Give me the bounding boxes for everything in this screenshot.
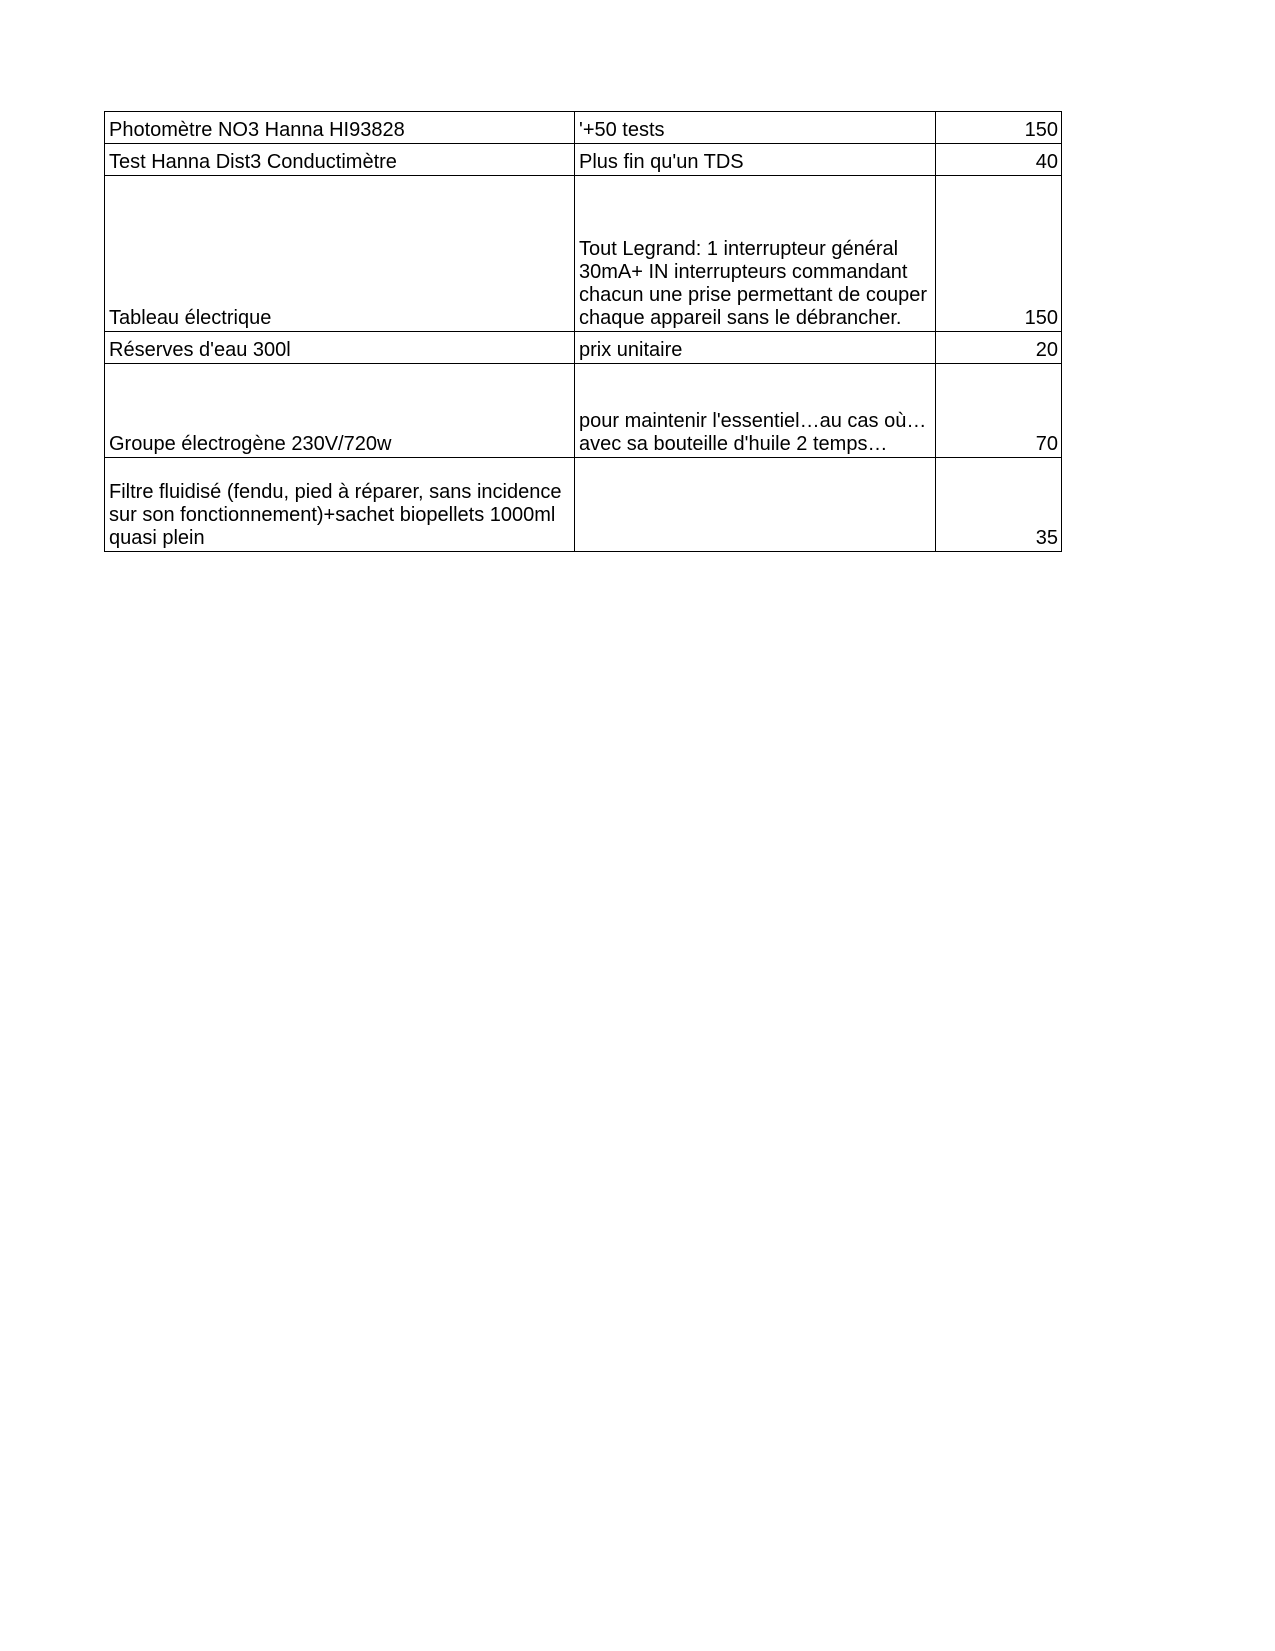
table-row xyxy=(105,458,1062,552)
table-row xyxy=(105,112,1062,144)
price-cell: 70 xyxy=(936,364,1062,458)
note-cell xyxy=(575,458,936,552)
item-cell: Filtre fluidisé (fendu, pied à réparer, sans incidence sur son fonctionnement)+sachet biopellets 1000ml quasi plein xyxy=(105,458,575,552)
table-row xyxy=(105,144,1062,176)
note-cell: '+50 tests xyxy=(575,112,936,144)
table-row xyxy=(105,364,1062,458)
price-cell: 20 xyxy=(936,332,1062,364)
note-cell: prix unitaire xyxy=(575,332,936,364)
note-cell: Plus fin qu'un TDS xyxy=(575,144,936,176)
note-cell: pour maintenir l'essentiel…au cas où…avec sa bouteille d'huile 2 temps… xyxy=(575,364,936,458)
item-cell: Test Hanna Dist3 Conductimètre xyxy=(105,144,575,176)
price-cell: 150 xyxy=(936,112,1062,144)
item-cell: Photomètre NO3 Hanna HI93828 xyxy=(105,112,575,144)
table-row xyxy=(105,332,1062,364)
note-cell: Tout Legrand: 1 interrupteur général 30mA+ IN interrupteurs commandant chacun une prise permettant de couper chaque appareil sans le débrancher. xyxy=(575,176,936,332)
price-cell: 150 xyxy=(936,176,1062,332)
table-row xyxy=(105,176,1062,332)
item-cell: Tableau électrique xyxy=(105,176,575,332)
item-cell: Réserves d'eau 300l xyxy=(105,332,575,364)
item-cell: Groupe électrogène 230V/720w xyxy=(105,364,575,458)
price-cell: 35 xyxy=(936,458,1062,552)
price-cell: 40 xyxy=(936,144,1062,176)
price-list-table xyxy=(104,111,1062,552)
